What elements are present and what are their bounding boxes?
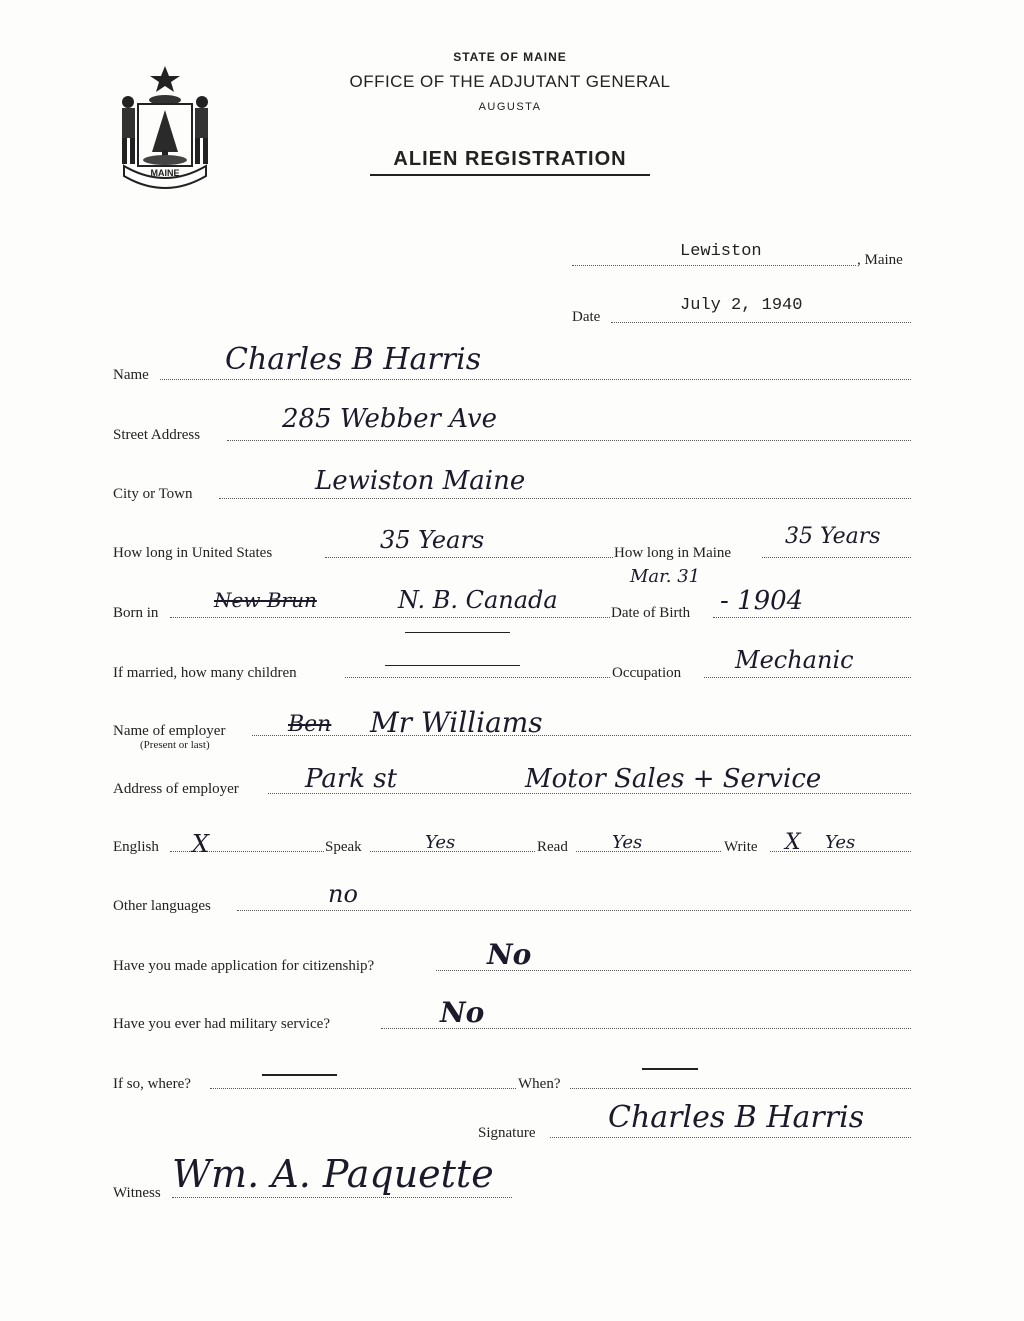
how-long-maine-value: 35 Years xyxy=(785,524,881,549)
when-label: When? xyxy=(518,1076,561,1092)
where-label: If so, where? xyxy=(113,1076,191,1092)
witness-label: Witness xyxy=(113,1185,161,1201)
signature-label: Signature xyxy=(478,1125,536,1141)
form-title: ALIEN REGISTRATION xyxy=(393,148,627,170)
citizenship-value: No xyxy=(487,938,532,971)
read-line xyxy=(576,851,721,852)
english-value: X xyxy=(192,830,210,858)
when-line xyxy=(570,1088,911,1089)
employer-address-value-b: Motor Sales + Service xyxy=(525,764,822,794)
speak-label: Speak xyxy=(325,839,362,855)
write-label: Write xyxy=(724,839,758,855)
city-label: City or Town xyxy=(113,486,193,502)
employer-sub-label: (Present or last) xyxy=(140,739,210,751)
how-long-maine-label: How long in Maine xyxy=(614,545,732,561)
born-in-line xyxy=(170,617,610,618)
street-value: 285 Webber Ave xyxy=(282,404,498,434)
maine-suffix-label: , Maine xyxy=(857,252,903,268)
how-long-us-line xyxy=(325,557,613,558)
born-in-struck-value: New Brun xyxy=(214,588,317,612)
where-dash xyxy=(262,1074,337,1076)
employer-address-value-a: Park st xyxy=(305,764,398,794)
date-value: July 2, 1940 xyxy=(680,296,803,315)
title-underline xyxy=(370,174,650,176)
dob-value-line1: Mar. 31 xyxy=(630,566,701,587)
children-line xyxy=(345,677,610,678)
street-line xyxy=(227,440,911,441)
occupation-label: Occupation xyxy=(612,665,682,681)
city-line xyxy=(219,498,911,499)
how-long-us-value: 35 Years xyxy=(380,526,485,554)
signature-value: Charles B Harris xyxy=(608,1100,865,1135)
citizenship-label: Have you made application for citizenship? xyxy=(113,958,375,974)
name-value: Charles B Harris xyxy=(225,342,482,377)
occupation-line xyxy=(704,677,911,678)
born-in-underline xyxy=(405,632,510,633)
name-label: Name xyxy=(113,367,149,383)
write-value: Yes xyxy=(825,832,856,853)
date-line xyxy=(611,322,911,323)
other-languages-line xyxy=(237,910,911,911)
state-seal-icon xyxy=(110,60,220,190)
employer-line xyxy=(252,735,911,736)
name-line xyxy=(160,379,911,380)
header-office: OFFICE OF THE ADJUTANT GENERAL xyxy=(349,72,671,91)
employer-value: Mr Williams xyxy=(370,706,543,739)
seal-banner-text: MAINE xyxy=(150,168,180,178)
english-label: English xyxy=(113,839,159,855)
other-languages-label: Other languages xyxy=(113,898,211,914)
children-label: If married, how many children xyxy=(113,665,297,681)
other-languages-value: no xyxy=(328,880,358,908)
employer-struck-value: Ben xyxy=(288,712,332,737)
how-long-us-label: How long in United States xyxy=(113,545,273,561)
dob-line xyxy=(713,617,911,618)
employer-address-label: Address of employer xyxy=(113,781,239,797)
town-line xyxy=(572,265,856,266)
header-state: STATE OF MAINE xyxy=(453,50,567,64)
born-in-value: N. B. Canada xyxy=(398,586,558,614)
read-label: Read xyxy=(537,839,568,855)
occupation-value: Mechanic xyxy=(735,646,854,674)
employer-label: Name of employer xyxy=(113,723,226,739)
witness-line xyxy=(172,1197,512,1198)
read-value: Yes xyxy=(612,832,643,853)
dob-value-line2: - 1904 xyxy=(720,586,804,616)
children-dash xyxy=(385,665,520,666)
write-mark-value: X xyxy=(785,830,801,855)
town-value: Lewiston xyxy=(680,242,762,261)
dob-label: Date of Birth xyxy=(611,605,691,621)
witness-value: Wm. A. Paquette xyxy=(172,1152,494,1196)
city-value: Lewiston Maine xyxy=(315,466,526,496)
military-value: No xyxy=(440,996,485,1029)
street-label: Street Address xyxy=(113,427,201,443)
military-label: Have you ever had military service? xyxy=(113,1016,330,1032)
born-in-label: Born in xyxy=(113,605,159,621)
when-dash xyxy=(642,1068,698,1070)
how-long-maine-line xyxy=(762,557,911,558)
where-line xyxy=(210,1088,516,1089)
signature-line xyxy=(550,1137,911,1138)
speak-value: Yes xyxy=(425,832,456,853)
header-city: AUGUSTA xyxy=(478,101,542,113)
date-label: Date xyxy=(572,309,601,325)
